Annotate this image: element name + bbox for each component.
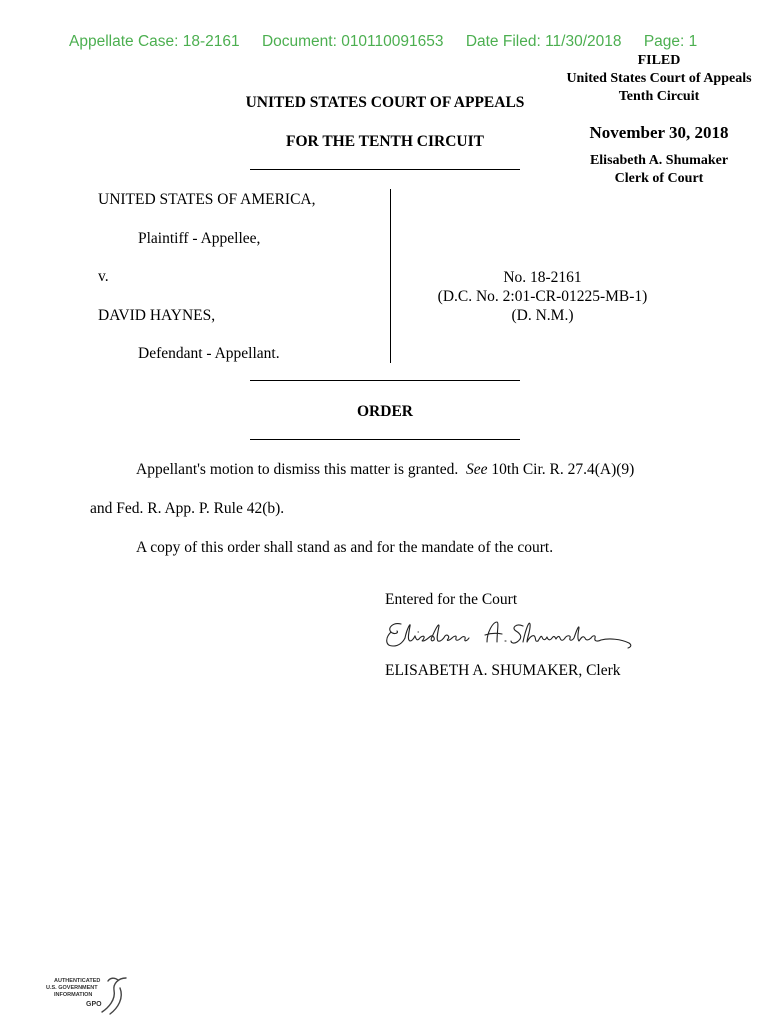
defendant-role: Defendant - Appellant. bbox=[138, 345, 280, 362]
gpo-authentication-logo bbox=[44, 972, 128, 1018]
order-p1-text: Appellant's motion to dismiss this matter is granted. bbox=[136, 461, 466, 478]
filed-court: United States Court of Appeals bbox=[566, 71, 752, 86]
case-number: No. 18-2161 bbox=[503, 269, 582, 286]
court-name: UNITED STATES COURT OF APPEALS bbox=[245, 94, 525, 111]
circuit-name: FOR THE TENTH CIRCUIT bbox=[286, 133, 484, 150]
order-title: ORDER bbox=[357, 403, 413, 420]
order-paragraph-2: A copy of this order shall stand as and for the mandate of the court. bbox=[136, 539, 554, 556]
gpo-line-gpo: GPO bbox=[86, 1001, 102, 1008]
clerk-name: ELISABETH A. SHUMAKER, Clerk bbox=[385, 662, 621, 679]
divider-middle bbox=[250, 380, 520, 381]
filed-date: November 30, 2018 bbox=[589, 123, 729, 142]
entered-for-court: Entered for the Court bbox=[385, 591, 518, 608]
district-court-number: (D.C. No. 2:01-CR-01225-MB-1) bbox=[437, 288, 648, 305]
order-p1-citation: 10th Cir. R. 27.4(A)(9) bbox=[487, 461, 635, 478]
order-paragraph-1 bbox=[136, 461, 634, 479]
versus: v. bbox=[98, 268, 109, 285]
handwritten-signature bbox=[383, 614, 638, 656]
gpo-line-information: INFORMATION bbox=[54, 992, 93, 998]
filed-stamp bbox=[548, 52, 770, 188]
order-paragraph-1-line-2: and Fed. R. App. P. Rule 42(b). bbox=[90, 500, 285, 517]
caption-divider bbox=[390, 189, 391, 363]
header-case-number: Appellate Case: 18-2161 bbox=[69, 33, 240, 50]
plaintiff-name: UNITED STATES OF AMERICA, bbox=[98, 191, 316, 208]
filed-clerk-title: Clerk of Court bbox=[614, 171, 704, 186]
divider-top bbox=[250, 169, 520, 170]
header-date-filed: Date Filed: 11/30/2018 bbox=[465, 33, 622, 50]
filed-circuit: Tenth Circuit bbox=[618, 89, 700, 104]
document-header bbox=[69, 33, 715, 51]
divider-bottom bbox=[250, 439, 520, 440]
header-page-number: Page: 1 bbox=[643, 33, 698, 50]
plaintiff-role: Plaintiff - Appellee, bbox=[138, 230, 261, 247]
gpo-line-government: U.S. GOVERNMENT bbox=[46, 985, 98, 991]
filed-clerk-name: Elisabeth A. Shumaker bbox=[589, 153, 729, 168]
order-p1-see: See bbox=[466, 461, 488, 478]
header-document-number: Document: 010110091653 bbox=[261, 33, 444, 50]
filed-label: FILED bbox=[637, 53, 681, 68]
gpo-line-authenticated: AUTHENTICATED bbox=[54, 978, 101, 984]
district-name: (D. N.M.) bbox=[511, 307, 574, 324]
defendant-name: DAVID HAYNES, bbox=[98, 307, 216, 324]
